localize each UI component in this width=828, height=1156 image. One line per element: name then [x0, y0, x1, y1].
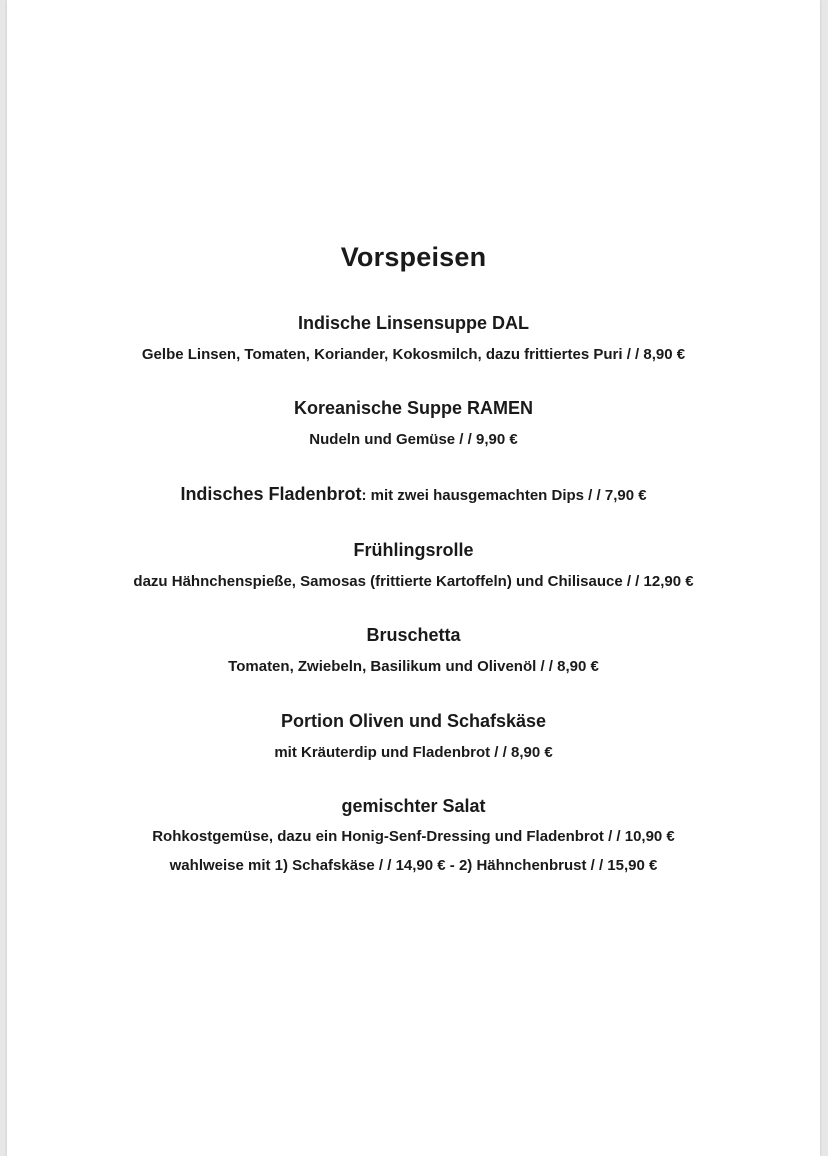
menu-item-name: Indisches Fladenbrot: [180, 484, 362, 504]
menu-item-name: Bruschetta: [366, 625, 461, 645]
menu-item-description: Gelbe Linsen, Tomaten, Koriander, Kokosmilch, dazu frittiertes Puri / / 8,90 €: [141, 346, 686, 363]
menu-item-name: Portion Oliven und Schafskäse: [280, 711, 547, 731]
page-title: Vorspeisen: [340, 242, 487, 272]
menu-item-description: Nudeln und Gemüse / / 9,90 €: [309, 431, 518, 448]
menu-item-name: Frühlingsrolle: [353, 540, 474, 560]
menu-item-name: Indische Linsensuppe DAL: [297, 313, 530, 333]
menu-item-inline: [7, 483, 820, 507]
menu-item-description: : mit zwei hausgemachten Dips / / 7,90 €: [361, 487, 647, 504]
menu-item-name: Koreanische Suppe RAMEN: [293, 398, 534, 418]
menu-item-description: Rohkostgemüse, dazu ein Honig-Senf-Dressing und Fladenbrot / / 10,90 €: [152, 828, 675, 845]
menu-item-description: mit Kräuterdip und Fladenbrot / / 8,90 €: [274, 744, 553, 761]
menu-item-description: dazu Hähnchenspieße, Samosas (frittierte Kartoffeln) und Chilisauce / / 12,90 €: [133, 573, 694, 590]
menu-item-description: Tomaten, Zwiebeln, Basilikum und Olivenöl / / 8,90 €: [228, 658, 599, 675]
menu-item-name: gemischter Salat: [341, 796, 486, 816]
menu-page: [7, 0, 820, 1156]
menu-item-options: wahlweise mit 1) Schafskäse / / 14,90 € - 2) Hähnchenbrust / / 15,90 €: [169, 857, 658, 874]
